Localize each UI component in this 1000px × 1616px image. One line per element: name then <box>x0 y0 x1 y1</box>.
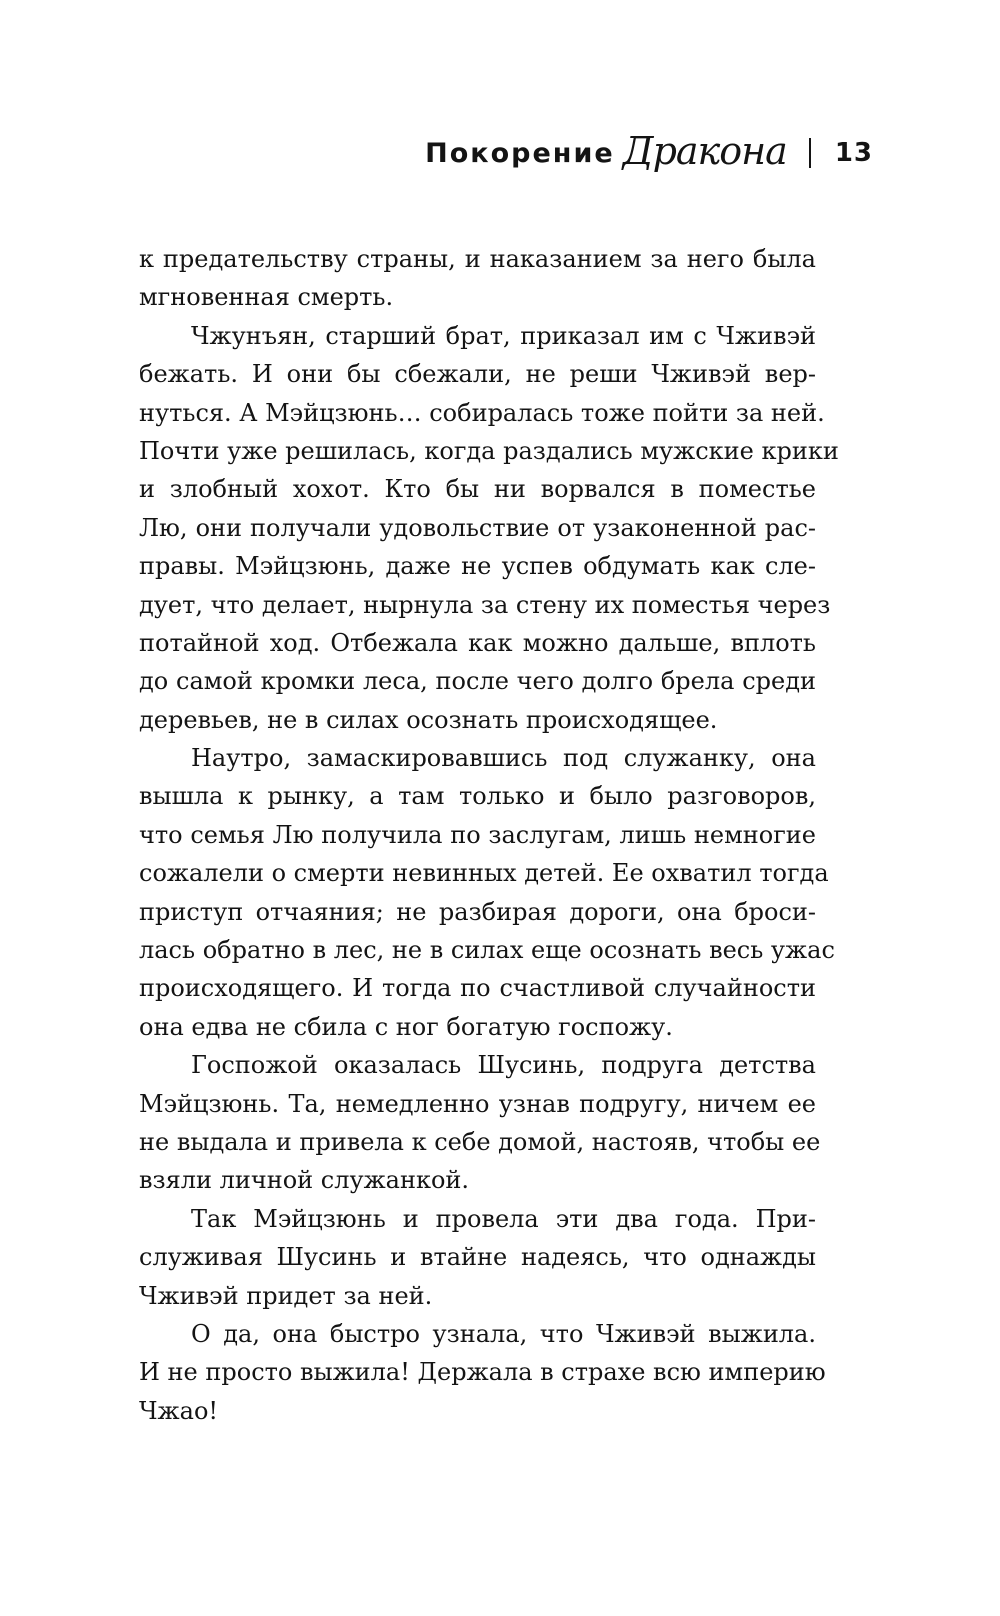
text-line: к предательству страны, и наказанием за него была <box>139 245 816 273</box>
text-line: служивая Шусинь и втайне надеясь, что однажды <box>139 1243 816 1272</box>
text-line: Госпожой оказалась Шусинь, подруга детства <box>191 1051 816 1080</box>
text-line: Чживэй придет за ней. <box>139 1281 433 1310</box>
text-line: приступ отчаяния; не разбирая дороги, она броси- <box>139 897 816 926</box>
book-title-part1: Покорение <box>425 137 615 169</box>
text-line: И не просто выжила! Держала в страхе всю империю <box>139 1358 826 1387</box>
text-line: сожалели о смерти невинных детей. Ее охватил тогда <box>139 859 829 888</box>
page-number: 13 <box>834 138 873 168</box>
text-line: потайной ход. Отбежала как можно дальше, вплоть <box>139 628 816 657</box>
text-line: О да, она быстро узнала, что Чживэй выжила. <box>191 1319 816 1348</box>
text-line: Наутро, замаскировавшись под служанку, она <box>191 744 816 773</box>
text-line: Лю, они получали удовольствие от узаконенной рас- <box>139 513 816 542</box>
text-line: не выдала и привела к себе домой, настояв, чтобы ее <box>139 1127 821 1156</box>
text-line: до самой кромки леса, после чего долго брела среди <box>139 667 816 696</box>
text-line: она едва не сбила с ног богатую госпожу. <box>139 1012 673 1041</box>
text-line: Мэйцзюнь. Та, немедленно узнав подругу, ничем ее <box>139 1089 816 1118</box>
text-line: что семья Лю получила по заслугам, лишь немногие <box>139 820 816 849</box>
book-title-part2: Дракона <box>622 129 787 173</box>
text-line: происходящего. И тогда по счастливой случайности <box>139 974 816 1003</box>
text-line: вышла к рынку, а там только и было разговоров, <box>139 782 816 811</box>
text-line: Почти уже решилась, когда раздались мужские крики <box>139 436 839 465</box>
text-line: лась обратно в лес, не в силах еще осознать весь ужас <box>139 936 835 965</box>
running-header <box>0 128 873 178</box>
text-line: правы. Мэйцзюнь, даже не успев обдумать как сле- <box>139 552 816 581</box>
text-line: Чжунъян, старший брат, приказал им с Чживэй <box>191 321 816 350</box>
text-line: Чжао! <box>139 1396 219 1425</box>
text-line: мгновенная смерть. <box>139 283 394 312</box>
text-line: бежать. И они бы сбежали, не реши Чживэй вер- <box>139 360 816 389</box>
text-line: и злобный хохот. Кто бы ни ворвался в поместье <box>139 475 816 504</box>
text-line: нуться. А Мэйцзюнь… собиралась тоже пойти за ней. <box>139 398 825 427</box>
text-line: дует, что делает, нырнула за стену их поместья через <box>139 590 831 619</box>
header-divider <box>809 138 811 168</box>
text-line: взяли личной служанкой. <box>139 1166 470 1195</box>
page-body-text <box>139 240 839 1430</box>
text-line: деревьев, не в силах осознать происходящее. <box>139 705 718 734</box>
text-line: Так Мэйцзюнь и провела эти два года. При- <box>191 1204 816 1233</box>
